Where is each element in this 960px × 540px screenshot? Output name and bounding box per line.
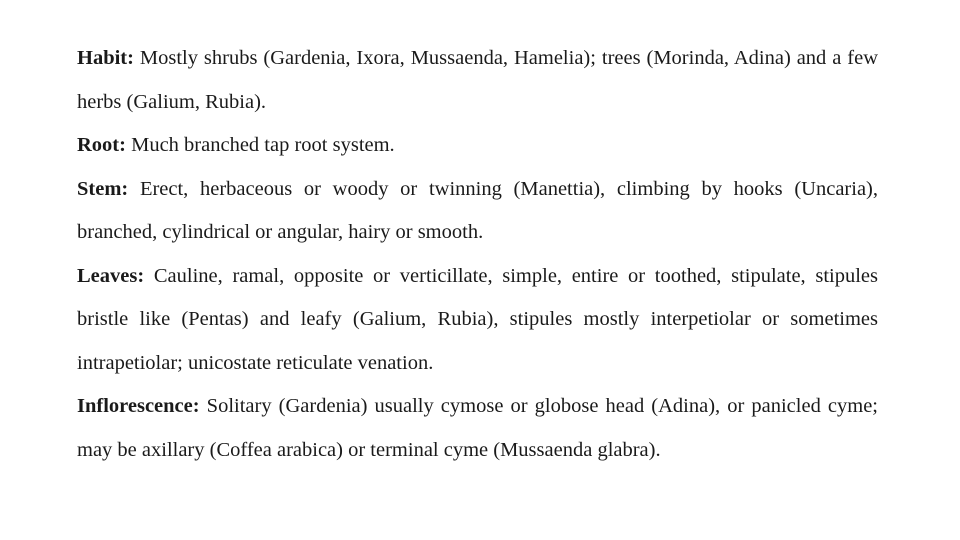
habit-text: Mostly shrubs (Gardenia, Ixora, Mussaenda, Hamelia); trees (Morinda, Adina) and a few herbs (Galium, Rubia). xyxy=(77,47,878,113)
habit-term: Habit: xyxy=(77,47,134,69)
inflorescence-term: Inflorescence: xyxy=(77,395,200,417)
inflorescence-text: Solitary (Gardenia) usually cymose or globose head (Adina), or panicled cyme; may be axillary (Coffea arabica) or terminal cyme (Mussaenda glabra). xyxy=(77,395,878,461)
stem-paragraph xyxy=(77,168,878,255)
habit-paragraph xyxy=(77,37,878,124)
root-text: Much branched tap root system. xyxy=(131,134,395,156)
stem-term: Stem: xyxy=(77,177,129,200)
inflorescence-paragraph xyxy=(77,385,878,472)
leaves-text: Cauline, ramal, opposite or verticillate, simple, entire or toothed, stipulate, stipules bristle like (Pentas) and leafy (Galium, Rubia), stipules mostly interpetiolar or sometimes intrapetiolar; unicostate reticulate venation. xyxy=(77,264,878,374)
leaves-term: Leaves: xyxy=(77,264,145,287)
root-term: Root: xyxy=(77,134,126,156)
root-paragraph xyxy=(77,124,878,168)
slide-body xyxy=(77,37,878,472)
leaves-paragraph xyxy=(77,255,878,386)
stem-text: Erect, herbaceous or woody or twinning (Manettia), climbing by hooks (Uncaria), branched, cylindrical or angular, hairy or smooth. xyxy=(77,177,878,243)
